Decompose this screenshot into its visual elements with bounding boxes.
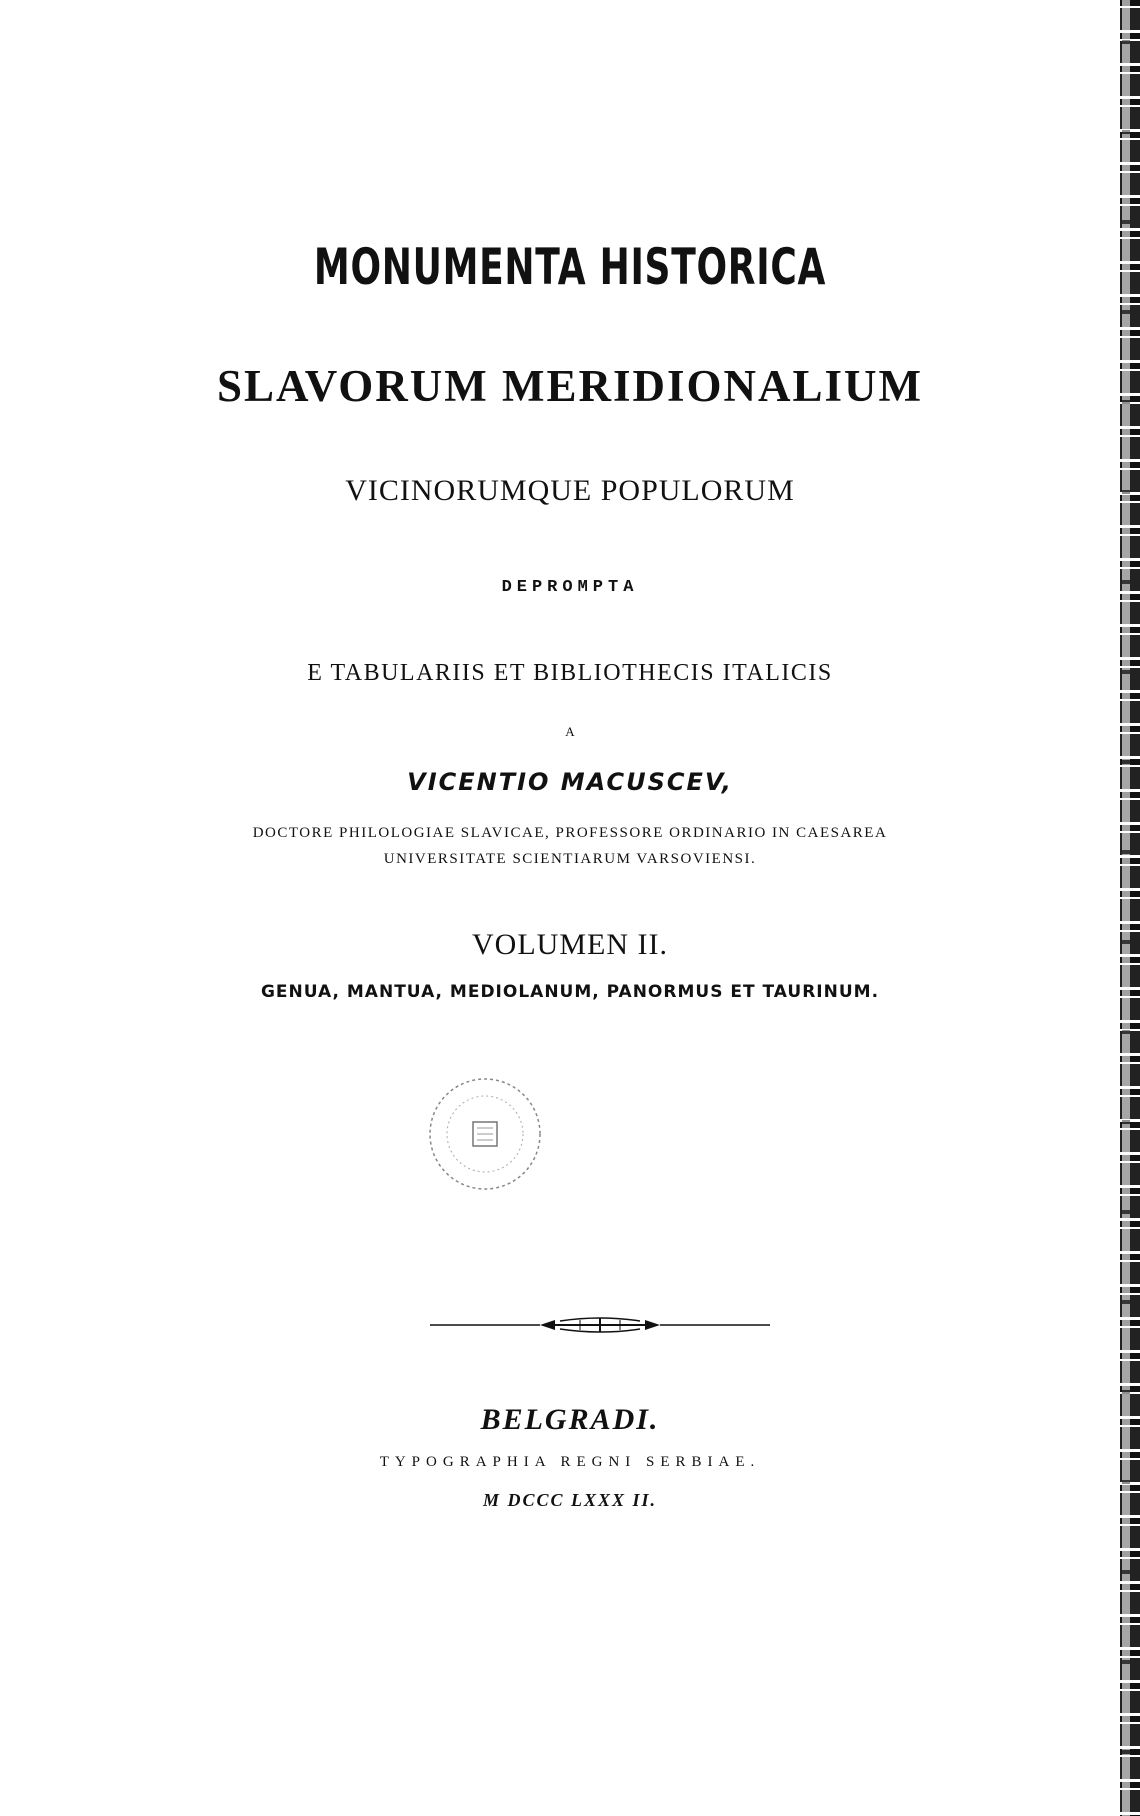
- author-name: VICENTIO MACUSCEV,: [407, 768, 733, 796]
- deprompta-label: DEPROMPTA: [501, 578, 639, 597]
- scan-edge-shadow: [1122, 0, 1130, 1816]
- affiliation-line-2: UNIVERSITATE SCIENTIARUM VARSOVIENSI.: [383, 851, 757, 867]
- title-line-2: SLAVORUM MERIDIONALIUM: [216, 361, 924, 411]
- volume-label: VOLUMEN II.: [472, 928, 668, 961]
- title-line-1: MONUMENTA HISTORICA: [313, 238, 827, 296]
- imprint-year: M DCCC LXXX II.: [482, 1490, 658, 1510]
- ornamental-rule-icon: [430, 1315, 770, 1335]
- title-line-3: VICINORUMQUE POPULORUM: [345, 474, 795, 507]
- cities-line: GENUA, MANTUA, MEDIOLANUM, PANORMUS ET TAURINUM.: [260, 982, 880, 1002]
- source-line: E TABULARIIS ET BIBLIOTHECIS ITALICIS: [307, 660, 833, 686]
- imprint-city: BELGRADI.: [480, 1403, 660, 1436]
- library-stamp-icon: [427, 1076, 543, 1192]
- affiliation-line-1: DOCTORE PHILOLOGIAE SLAVICAE, PROFESSORE ORDINARIO IN CAESAREA: [252, 825, 888, 841]
- imprint-press: TYPOGRAPHIA REGNI SERBIAE.: [379, 1454, 761, 1470]
- by-label: A: [565, 724, 575, 739]
